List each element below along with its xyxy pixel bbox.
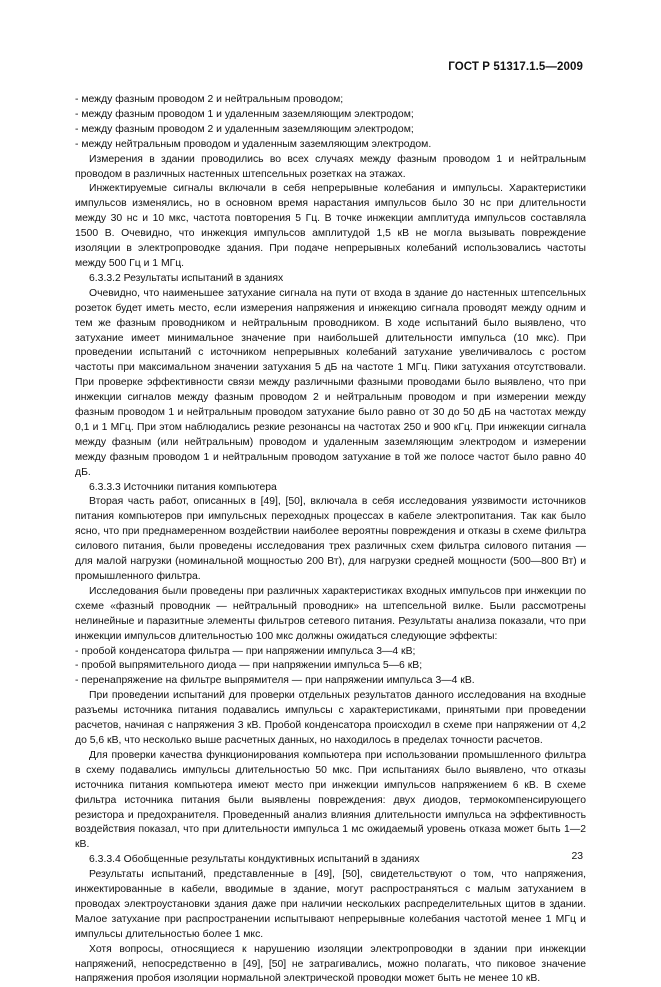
paragraph: Измерения в здании проводились во всех случаях между фазным проводом 1 и нейтральным проводом в различных настенных штепсельных розетках на этажах. <box>75 153 586 180</box>
paragraph: Инжектируемые сигналы включали в себя непрерывные колебания и импульсы. Характеристики импульсов изменялись, но в основном время нарастания импульсов было 30 нс при длительности между 30 нс и 10 мкс, частота повторения 5 Гц. В точке инжекции амплитуда импульсов составляла 1500 В. Очевидно, что инжекция импульсов амплитудой 1,5 кВ не могла вызывать повреждение изоляции в электропроводке здания. При подаче непрерывных колебаний использовались частоты между 500 Гц и 1 МГц. <box>75 183 586 269</box>
paragraph: Вторая часть работ, описанных в [49], [50], включала в себя исследования уязвимости источников питания компьютеров при импульсных переходных процессах в кабеле электропитания. Так как было ясно, что при преднамеренном воздействии наиболее вероятны повреждения и отказы в схеме фильтра силового питания, были проведены исследования трех различных схем фильтра силового питания — для малой нагрузки (номинальной мощностью 200 Вт), для нагрузки средней мощности (500—800 Вт) и промышленного фильтра. <box>75 496 586 582</box>
list-item: - перенапряжение на фильтре выпрямителя — при напряжении импульса 3—4 кВ. <box>75 675 475 687</box>
document-body <box>75 93 586 987</box>
paragraph: Исследования были проведены при различных характеристиках входных импульсов при инжекции по схеме «фазный проводник — нейтральный проводник» на штепсельной вилке. Были рассмотрены нелинейные и паразитные элементы фильтров сетевого питания. Результаты анализа показали, что при инжекции импульсов длительностью 100 мкс должны ожидаться следующие эффекты: <box>75 585 586 642</box>
section-heading: 6.3.3.3 Источники питания компьютера <box>89 481 277 493</box>
paragraph: Для проверки качества функционирования компьютера при использовании промышленного фильтра в схему подавались импульсы длительностью 50 мкс. При испытаниях было выявлено, что отказы источника питания компьютера имеют место при инжекции импульсов напряжением 6 кВ. В схеме фильтра источника питания были выявлены повреждения: двух диодов, термокомпенсирующего резистора и предохранителя. Проведенный анализ влияния длительности импульса на эффективность воздействия показал, что при длительности импульса 1 мс ожидаемый уровень отказа может быть 1—2 кВ. <box>75 749 586 851</box>
list-item: - между нейтральным проводом и удаленным заземляющим электродом. <box>75 138 432 150</box>
paragraph: Очевидно, что наименьшее затухание сигнала на пути от входа в здание до настенных штепсельных розеток будет иметь место, если измерения напряжения и инжекцию сигнала проводят между одним и тем же фазным проводником и нейтральным проводником. В ходе испытаний было выявлено, что затухание имеет минимальное значение при наибольшей длительности импульса (10 мкс). При проведении испытаний с источником непрерывных колебаний затухание увеличивалось с ростом частоты при максимальном значении затухания 5 дБ на частоте 1 МГц. Пики затухания отсутствовали. При проверке эффективности связи между различными фазными проводами было выявлено, что при инжекции сигналов между фазным проводом 2 и нейтральным проводом и при измерении между фазным проводом 1 и нейтральным проводом затухание было равно от 30 до 50 дБ на частотах между 0,1 и 1 МГц. При этом наблюдались резкие резонансы на частотах 250 и 900 кГц. При инжекции сигнала между фазным (или нейтральным) проводом и удаленным заземляющим электродом и измерении между фазным проводом 1 и нейтральным проводом затухание в той же полосе частот было равно 40 дБ. <box>75 287 586 478</box>
page-number: 23 <box>571 851 583 862</box>
list-item: - пробой выпрямительного диода — при напряжении импульса 5—6 кВ; <box>75 660 423 672</box>
list-item: - между фазным проводом 2 и удаленным заземляющим электродом; <box>75 123 414 135</box>
list-item: - между фазным проводом 1 и удаленным заземляющим электродом; <box>75 108 414 120</box>
standard-designation: ГОСТ Р 51317.1.5—2009 <box>448 61 583 73</box>
paragraph: При проведении испытаний для проверки отдельных результатов данного исследования на входные разъемы источника питания подавались импульсы с характеристиками, принятыми при проведении расчетов, начиная с напряжения 3 кВ. Пробой конденсатора происходил в схеме при напряжении от 4,2 до 5,6 кВ, что несколько выше расчетных данных, но находилось в пределах точности расчетов. <box>75 690 586 746</box>
section-heading: 6.3.3.4 Обобщенные результаты кондуктивных испытаний в зданиях <box>89 854 420 866</box>
paragraph: Хотя вопросы, относящиеся к нарушению изоляции электропроводки в здании при инжекции напряжений, непосредственно в [49], [50] не затрагивались, можно полагать, что пиковое значение напряжения пробоя изоляции нормальной электрической проводки может быть не менее 10 кВ. <box>75 943 586 985</box>
list-item: - пробой конденсатора фильтра — при напряжении импульса 3—4 кВ; <box>75 645 416 657</box>
paragraph: Результаты испытаний, представленные в [49], [50], свидетельствуют о том, что напряжения, инжектированные в кабели, вводимые в здание, могут распространяться с малым затуханием в проводах электроустановки здания даже при наличии нескольких распределительных щитов в здании. Малое затухание при распространении испытывают непрерывные колебания частотой менее 1 МГц и импульсы длительностью более 1 мкс. <box>75 869 586 940</box>
list-item: - между фазным проводом 2 и нейтральным проводом; <box>75 94 344 105</box>
section-heading: 6.3.3.2 Результаты испытаний в зданиях <box>89 272 284 284</box>
